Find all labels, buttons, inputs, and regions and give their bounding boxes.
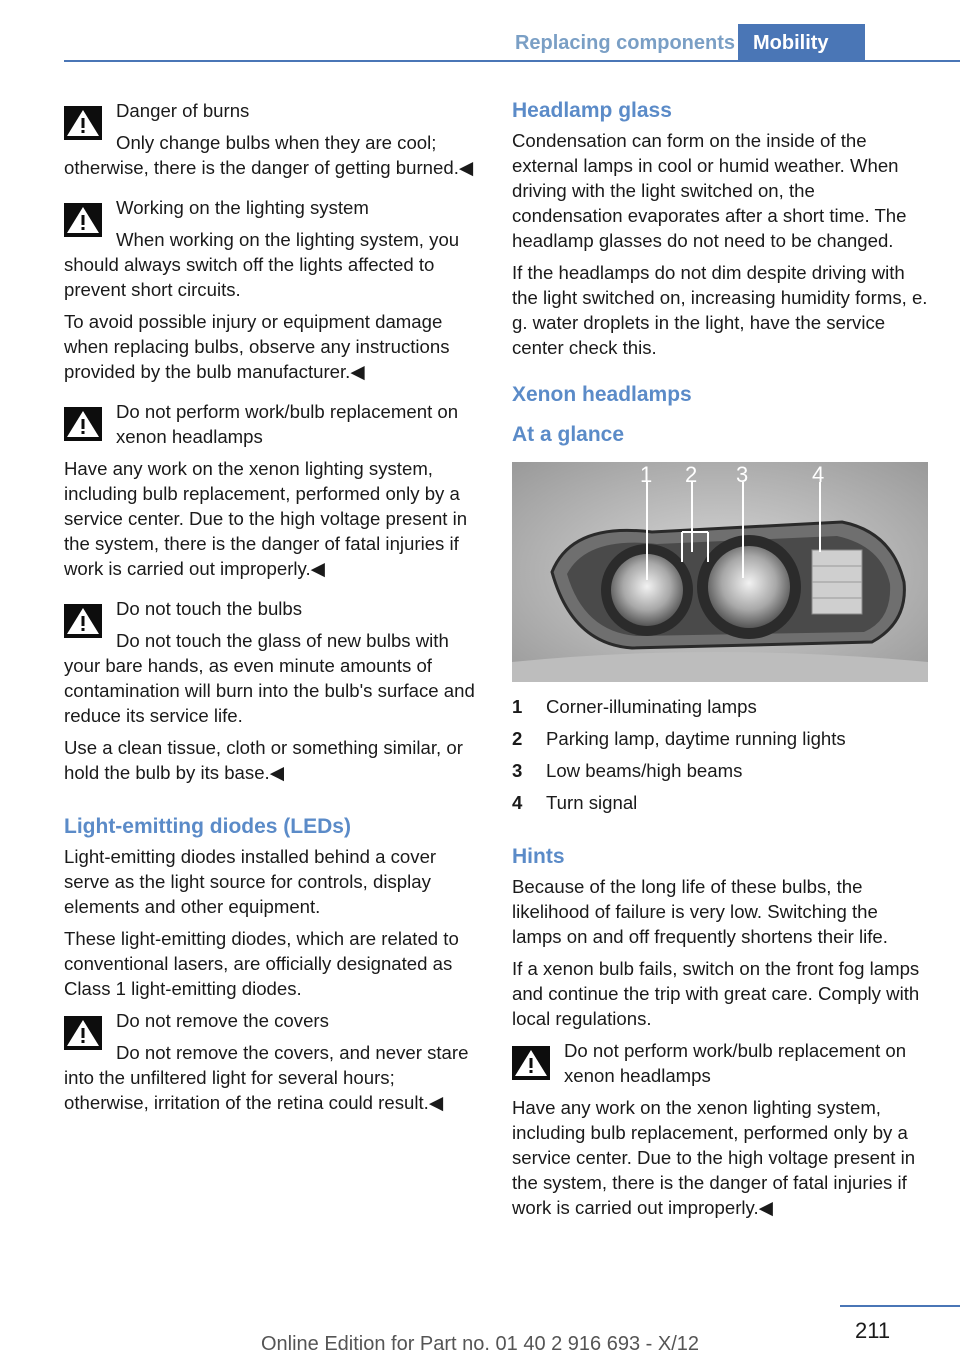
warning-title: Danger of burns: [116, 100, 250, 121]
paragraph: Condensation can form on the inside of the external lamps in cool or humid weather. When driving with the light switched on, the condensation evaporates after a short time. The headlamp glasses do not need to be changed.: [512, 130, 907, 251]
warning-covers: [64, 1008, 482, 1122]
footer-rule: [840, 1305, 960, 1307]
edition-watermark: Online Edition for Part no. 01 40 2 916 693 - X/12: [260, 1333, 700, 1355]
warning-triangle-icon: [64, 106, 102, 140]
warning-body: Use a clean tissue, cloth or something similar, or hold the bulb by its base.◀: [64, 737, 463, 783]
warning-title: Do not perform work/bulb replacement on xenon headlamps: [116, 401, 459, 447]
warning-lighting-system: [64, 195, 482, 391]
warning-triangle-icon: [64, 1016, 102, 1050]
page-number: 211: [855, 1318, 891, 1343]
section-heading-leds: Light-emitting diodes (LEDs): [64, 815, 351, 838]
section-heading-xenon: Xenon headlamps: [512, 383, 692, 406]
warning-title: Do not remove the covers: [116, 1010, 329, 1031]
header-rule: [64, 60, 960, 62]
warning-triangle-icon: [64, 203, 102, 237]
paragraph: These light-emitting diodes, which are related to conventional lasers, are officially designated as Class 1 light-emitting diodes.: [64, 928, 459, 999]
figure-label-2: 2: [685, 462, 698, 487]
paragraph: If a xenon bulb fails, switch on the front fog lamps and continue the trip with great care. Comply with local regulations.: [512, 958, 920, 1029]
left-column: [64, 98, 482, 1130]
warning-burns: [64, 98, 482, 187]
figure-label-1: 1: [640, 462, 653, 487]
warning-body: When working on the lighting system, you should always switch off the lights affected to prevent short circuits.: [64, 229, 460, 300]
legend-number: 3: [512, 760, 523, 781]
section-heading-headlamp-glass: Headlamp glass: [512, 99, 672, 122]
warning-triangle-icon: [64, 407, 102, 441]
paragraph: If the headlamps do not dim despite driving with the light switched on, increasing humidity forms, e. g. water droplets in the light, have the service center check this.: [512, 262, 928, 358]
warning-body: Have any work on the xenon lighting system, including bulb replacement, performed only by a service center. Due to the high voltage present in the system, there is the danger of fatal injuries if work is carried out improperly.◀: [64, 458, 468, 579]
warning-xenon-repeat: [512, 1038, 930, 1227]
legend-number: 2: [512, 728, 523, 749]
warning-touch-bulbs: [64, 596, 482, 792]
legend-number: 1: [512, 696, 523, 717]
headlamp-image: [512, 462, 928, 682]
header-chapter-tab: Mobility: [738, 24, 865, 62]
page-header: [0, 0, 960, 62]
header-section-title: Replacing components: [514, 32, 735, 54]
legend-item: [512, 758, 930, 790]
legend-item: [512, 790, 930, 822]
warning-body: Have any work on the xenon lighting system, including bulb replacement, performed only by a service center. Due to the high voltage present in the system, there is the danger of fatal injuries if work is carried out improperly.◀: [512, 1097, 916, 1218]
legend-item: [512, 726, 930, 758]
legend-text: Low beams/high beams: [546, 760, 743, 781]
warning-triangle-icon: [64, 604, 102, 638]
warning-title: Working on the lighting system: [116, 197, 369, 218]
warning-body: To avoid possible injury or equipment damage when replacing bulbs, observe any instructions provided by the bulb manufacturer.◀: [64, 311, 450, 382]
paragraph: Light-emitting diodes installed behind a cover serve as the light source for controls, display elements and other equipment.: [64, 846, 437, 917]
legend-number: 4: [512, 792, 523, 813]
warning-xenon: [64, 399, 482, 588]
headlamp-figure: [512, 462, 928, 682]
right-column: [512, 98, 930, 1235]
figure-label-3: 3: [736, 462, 749, 487]
figure-label-4: 4: [812, 462, 825, 487]
paragraph: Because of the long life of these bulbs, the likelihood of failure is very low. Switching the lamps on and off frequently shortens their life.: [512, 876, 888, 947]
figure-legend: [512, 694, 930, 822]
warning-title: Do not touch the bulbs: [116, 598, 303, 619]
warning-body: Do not touch the glass of new bulbs with your bare hands, as even minute amounts of contamination will burn into the bulb's surface and reduce its service life.: [64, 630, 475, 726]
legend-text: Corner-illuminating lamps: [546, 696, 757, 717]
legend-item: [512, 694, 930, 726]
warning-body: Only change bulbs when they are cool; otherwise, there is the danger of getting burned.◀: [64, 132, 474, 178]
warning-triangle-icon: [512, 1046, 550, 1080]
subsection-heading-at-a-glance: At a glance: [512, 423, 625, 446]
legend-text: Parking lamp, daytime running lights: [546, 728, 846, 749]
legend-text: Turn signal: [546, 792, 638, 813]
warning-body: Do not remove the covers, and never stare into the unfiltered light for several hours; otherwise, irritation of the retina could result.◀: [64, 1042, 469, 1113]
warning-title: Do not perform work/bulb replacement on xenon headlamps: [564, 1040, 907, 1086]
section-heading-hints: Hints: [512, 845, 565, 868]
